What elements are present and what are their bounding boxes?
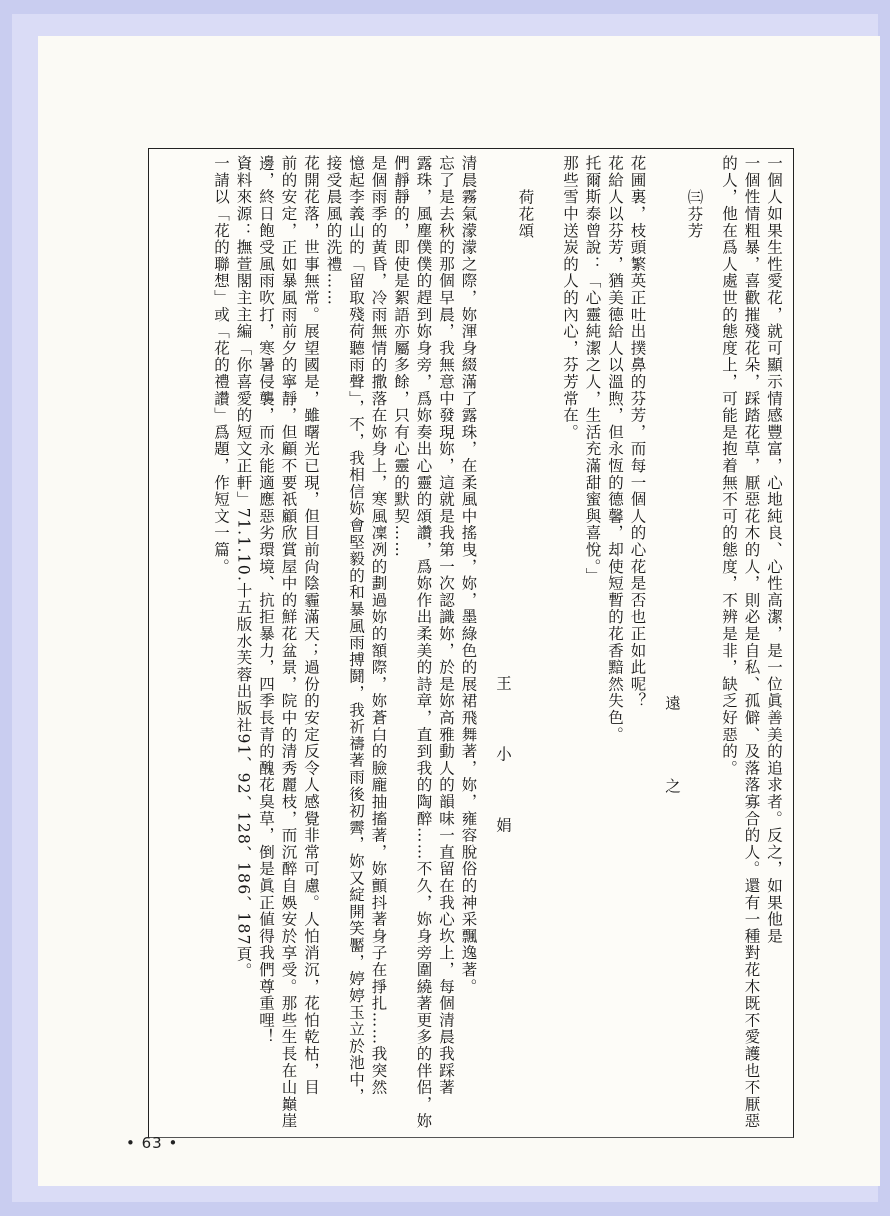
section-title: ㈢芬芳 bbox=[685, 189, 704, 240]
source-line: 資料來源：撫萱閣主主編「你喜愛的短文正軒」71.1.10.十五版水芙蓉出版社91、92、128、186、187頁。 bbox=[234, 155, 253, 980]
poem-line-1: 清晨霧氣濛濛之際，妳渾身綴滿了露珠，在柔風中搖曳，妳，墨綠色的展裙飛舞著，妳，雍容脫俗的神采飄逸著。 bbox=[459, 155, 478, 995]
vertical-text-columns bbox=[155, 155, 785, 1131]
spacer bbox=[480, 155, 492, 1131]
poem-line-3: 露珠，風塵僕僕的趕到妳身旁，爲妳奏出心靈的頌讚，爲妳作出柔美的詩章，直到我的陶醉……不久，妳身旁圍繞著更多的伴侶，妳 bbox=[414, 155, 433, 1130]
text-block bbox=[148, 148, 794, 1138]
section-line-1: 花圃裏，枝頭繁英正吐出撲鼻的芬芳，而每一個人的心花是否也正如此呢？ bbox=[628, 155, 647, 710]
section-author: 遠 之 bbox=[663, 695, 681, 820]
section-line-4: 那些雪中送炭的人的內心，芬芳常在。 bbox=[561, 155, 579, 441]
exercise-line: 一請以「花的聯想」或「花的禮讚」爲題，作短文一篇。 bbox=[212, 155, 230, 575]
opening-line-2: 一個性情粗暴，喜歡摧殘花朵，踩踏花草，厭惡花木的人，則必是自私、孤僻、及落落寡合的人。還有一種對花木既不愛護也不厭惡 bbox=[742, 155, 761, 1130]
poem-line-9: 前的安定，正如暴風雨前夕的寧靜，但顧不要祇顧欣賞屋中的鮮花盆景，院中的清秀麗枝，而沉醉自娛安於享受。那些生長在山巔崖 bbox=[279, 155, 298, 1130]
poem-line-8: 花開花落，世事無常。展望國是，雖曙光已現，但目前尙陰霾滿天；過份的安定反令人感覺非常可慮。人怕消沉，花怕乾枯，目 bbox=[302, 155, 320, 1096]
book-page bbox=[38, 36, 880, 1186]
opening-line-3: 的人，他在爲人處世的態度上，可能是抱着無不可的態度，不辨是非，缺乏好惡的。 bbox=[720, 155, 738, 777]
poem-line-2: 忘了是去秋的那個早晨，我無意中發現妳，這就是我第一次認識妳，於是妳高雅動人的韻味一直留在我心坎上，每個清晨我踩著 bbox=[437, 155, 455, 1096]
spacer bbox=[649, 155, 661, 1131]
poem-title: 荷花頌 bbox=[516, 189, 535, 240]
opening-line-1: 一個人如果生性愛花，就可顯示情感豐富，心地純良、心性高潔，是一位眞善美的追求者。反之，如果他是 bbox=[765, 155, 783, 945]
poem-line-7: 接受晨風的洗禮…… bbox=[324, 155, 343, 307]
page-number: • 63 • bbox=[126, 1134, 179, 1152]
poem-line-5: 是個雨季的黃昏，冷雨無情的撒落在妳身上，寒風凜冽的劃過妳的額際，妳蒼白的臉龐抽搐著，妳顫抖著身子在掙扎……我突然 bbox=[369, 155, 388, 1096]
poem-author: 王 小 娟 bbox=[494, 675, 512, 853]
spacer bbox=[537, 155, 559, 1131]
section-line-3: 托爾斯泰曾說：「心靈純潔之人，生活充滿甜蜜與喜悅。」 bbox=[583, 155, 602, 585]
poem-line-10: 邊，終日飽受風雨吹打，寒暑侵襲，而永能適應惡劣環境、抗拒暴力，四季長青的醜花臭草，倒是眞正値得我們尊重哩！ bbox=[257, 155, 275, 1046]
poem-line-6: 憶起李義山的「留取殘荷聽雨聲」，不，我相信妳會堅毅的和暴風雨搏鬪，我祈禱著雨後初霽，妳又綻開笑靨，婷婷玉立於池中， bbox=[347, 155, 365, 1105]
poem-line-4: 們靜靜的，即使是絮語亦屬多餘，只有心靈的默契…… bbox=[392, 155, 410, 559]
spacer bbox=[706, 155, 718, 1131]
section-line-2: 花給人以芬芳，猶美德給人以溫煦，但永恆的德馨，却使短暫的花香黯然失色。 bbox=[606, 155, 624, 743]
page-frame bbox=[12, 14, 878, 1202]
